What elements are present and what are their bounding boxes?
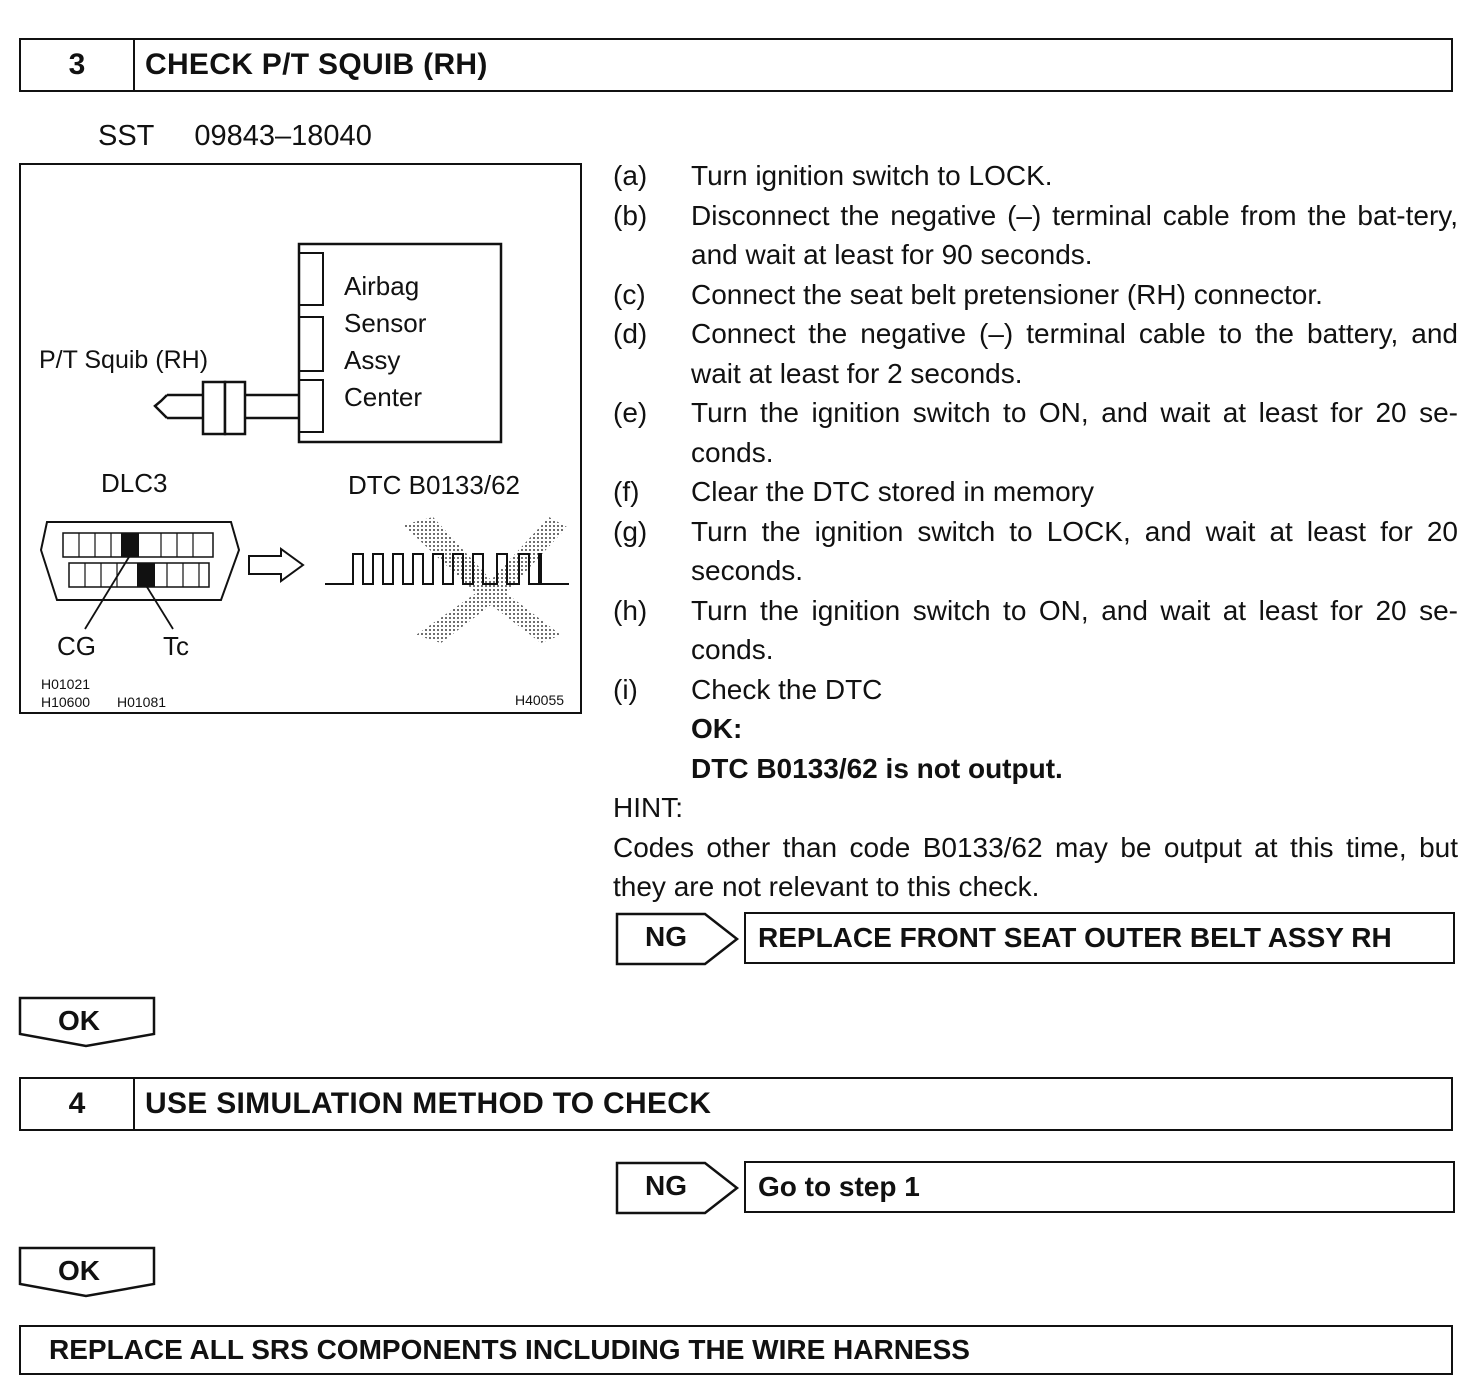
step-label: (f)	[613, 476, 640, 507]
sst-code: 09843–18040	[194, 120, 372, 152]
squib-connector-a	[203, 382, 225, 434]
step-label: (a)	[613, 160, 648, 191]
ok-criteria-text: DTC B0133/62 is not output.	[691, 752, 1063, 784]
ok-arrow-2	[18, 1246, 156, 1298]
cg-pin	[121, 533, 139, 557]
ng-label: NG	[645, 1170, 687, 1201]
procedure-step	[613, 314, 1458, 393]
procedure-step	[613, 472, 1458, 512]
procedure-step	[613, 512, 1458, 591]
ng-result-row-2	[615, 1161, 1455, 1213]
procedure-step	[613, 670, 1458, 710]
wire-end	[155, 395, 167, 418]
procedure-step	[613, 196, 1458, 275]
figure-code-3: H01081	[117, 694, 167, 710]
ok-criteria-label: OK:	[691, 713, 743, 744]
hint-label: HINT:	[613, 792, 683, 823]
hint-text: Codes other than code B0133/62 may be output at this time, but they are not relevant to this check.	[613, 831, 1458, 902]
airbag-label-1: Airbag	[344, 271, 420, 301]
step-text: Disconnect the negative (–) terminal cable from the bat-tery, and wait at least for 90 seconds.	[691, 199, 1458, 270]
ng-action-box: REPLACE FRONT SEAT OUTER BELT ASSY RH	[744, 912, 1455, 964]
ng-label: NG	[645, 921, 687, 952]
sensor-pin-1	[299, 253, 323, 305]
sst-label: SST	[98, 120, 155, 152]
step-title: CHECK P/T SQUIB (RH)	[145, 48, 488, 81]
step-text: Connect the negative (–) terminal cable to the battery, and wait at least for 2 seconds.	[691, 318, 1458, 389]
step-label: (e)	[613, 397, 648, 428]
ok-label: OK	[58, 1255, 100, 1286]
step-label: (b)	[613, 199, 648, 231]
step-text: Connect the seat belt pretensioner (RH) connector.	[691, 278, 1323, 310]
step-text: Turn the ignition switch to ON, and wait at least for 20 se-conds.	[691, 594, 1458, 665]
tc-label: Tc	[163, 631, 189, 661]
wiring-figure	[19, 163, 582, 714]
final-action-box: REPLACE ALL SRS COMPONENTS INCLUDING THE WIRE HARNESS	[19, 1325, 1453, 1375]
right-arrow-icon	[249, 549, 303, 581]
procedure-step	[613, 393, 1458, 472]
sensor-pin-3	[299, 380, 323, 432]
step-text: Turn the ignition switch to LOCK, and wait at least for 20 seconds.	[691, 515, 1458, 586]
ok-label: OK	[58, 1005, 100, 1036]
step-label: (c)	[613, 278, 646, 310]
cg-label: CG	[57, 631, 96, 661]
airbag-label-2: Sensor	[344, 308, 427, 338]
step-label: (i)	[613, 673, 638, 705]
step-number: 4	[21, 1079, 135, 1129]
airbag-label-3: Assy	[344, 345, 401, 375]
step-number: 3	[21, 40, 135, 90]
step-text: Turn the ignition switch to ON, and wait at least for 20 se-conds.	[691, 397, 1458, 468]
figure-code-1: H01021	[41, 676, 91, 692]
ng-result-row-1	[615, 912, 1455, 964]
procedure-list	[613, 156, 1458, 907]
tc-leader	[147, 587, 173, 629]
dlc-label: DLC3	[101, 468, 168, 498]
sensor-pin-2	[299, 317, 323, 371]
step-3-header	[19, 38, 1453, 92]
procedure-step	[613, 156, 1458, 196]
cg-leader	[85, 557, 129, 629]
figure-code-4: H40055	[515, 692, 565, 708]
airbag-label-4: Center	[344, 382, 423, 412]
step-4-header	[19, 1077, 1453, 1131]
step-label: (d)	[613, 318, 648, 349]
step-label: (h)	[613, 594, 648, 626]
step-label: (g)	[613, 515, 648, 547]
step-title: USE SIMULATION METHOD TO CHECK	[145, 1087, 712, 1120]
step-text: Check the DTC	[691, 673, 883, 705]
procedure-step	[613, 275, 1458, 315]
ng-action-box: Go to step 1	[744, 1161, 1455, 1213]
step-text: Clear the DTC stored in memory	[691, 476, 1095, 507]
squib-label: P/T Squib (RH)	[39, 346, 209, 374]
cross-mark-icon	[403, 517, 567, 643]
sst-line	[98, 120, 372, 153]
step-text: Turn ignition switch to LOCK.	[691, 160, 1053, 191]
dtc-label: DTC B0133/62	[348, 470, 520, 500]
figure-code-2: H10600	[41, 694, 91, 710]
tc-pin	[137, 563, 155, 587]
figure-diagram	[21, 165, 580, 712]
procedure-step	[613, 591, 1458, 670]
ok-arrow-1	[18, 996, 156, 1048]
squib-connector-b	[225, 382, 245, 434]
